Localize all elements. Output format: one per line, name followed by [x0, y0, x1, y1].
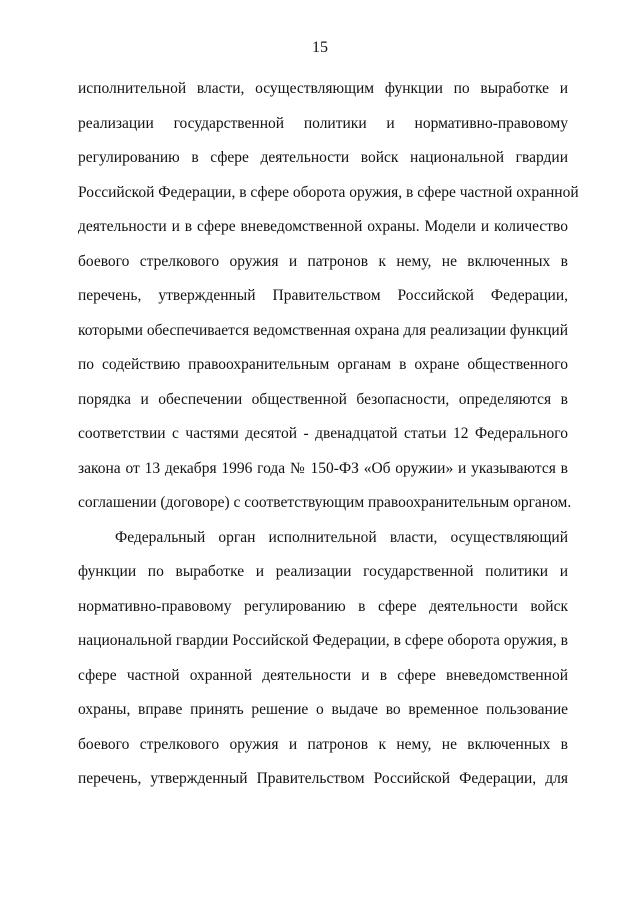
text-line: перечень, утвержденный Правительством Российской Федерации, для: [78, 770, 568, 787]
text-line: закона от 13 декабря 1996 года № 150-ФЗ «Об оружии» и указываются в: [78, 459, 568, 477]
text-line: перечень, утвержденный Правительством Российской Федерации,: [78, 287, 568, 304]
text-line: Федеральный орган исполнительной власти, осуществляющий: [115, 528, 568, 546]
text-line: исполнительной власти, осуществляющим функции по выработке и: [78, 80, 568, 97]
text-line: реализации государственной политики и нормативно-правовому: [78, 114, 568, 132]
text-line: которыми обеспечивается ведомственная охрана для реализации функций: [78, 321, 568, 339]
page-number: 15: [312, 39, 328, 56]
text-line: боевого стрелкового оружия и патронов к нему, не включенных в: [78, 252, 568, 270]
text-line: функции по выработке и реализации государственной политики и: [78, 563, 568, 580]
text-line: соглашении (договоре) с соответствующим правоохранительным органом.: [78, 494, 572, 511]
text-line: боевого стрелкового оружия и патронов к нему, не включенных в: [78, 735, 568, 753]
text-line: регулированию в сфере деятельности войск национальной гвардии: [78, 149, 568, 166]
text-line: Российской Федерации, в сфере оборота оружия, в сфере частной охранной: [78, 183, 579, 201]
text-line: порядка и обеспечении общественной безопасности, определяются в: [78, 390, 568, 408]
text-line: соответствии с частями десятой - двенадцатой статьи 12 Федерального: [78, 425, 568, 442]
text-line: сфере частной охранной деятельности и в сфере вневедомственной: [78, 666, 568, 684]
text-line: нормативно-правовому регулированию в сфере деятельности войск: [78, 597, 568, 615]
document-body: [78, 72, 579, 797]
paragraph-1: [78, 72, 579, 521]
text-line: деятельности и в сфере вневедомственной охраны. Модели и количество: [78, 218, 568, 235]
paragraph-2: [78, 521, 568, 797]
text-line: по содействию правоохранительным органам в охране общественного: [78, 356, 568, 373]
text-line: национальной гвардии Российской Федерации, в сфере оборота оружия, в: [78, 632, 568, 649]
text-line: охраны, вправе принять решение о выдаче во временное пользование: [78, 701, 568, 718]
